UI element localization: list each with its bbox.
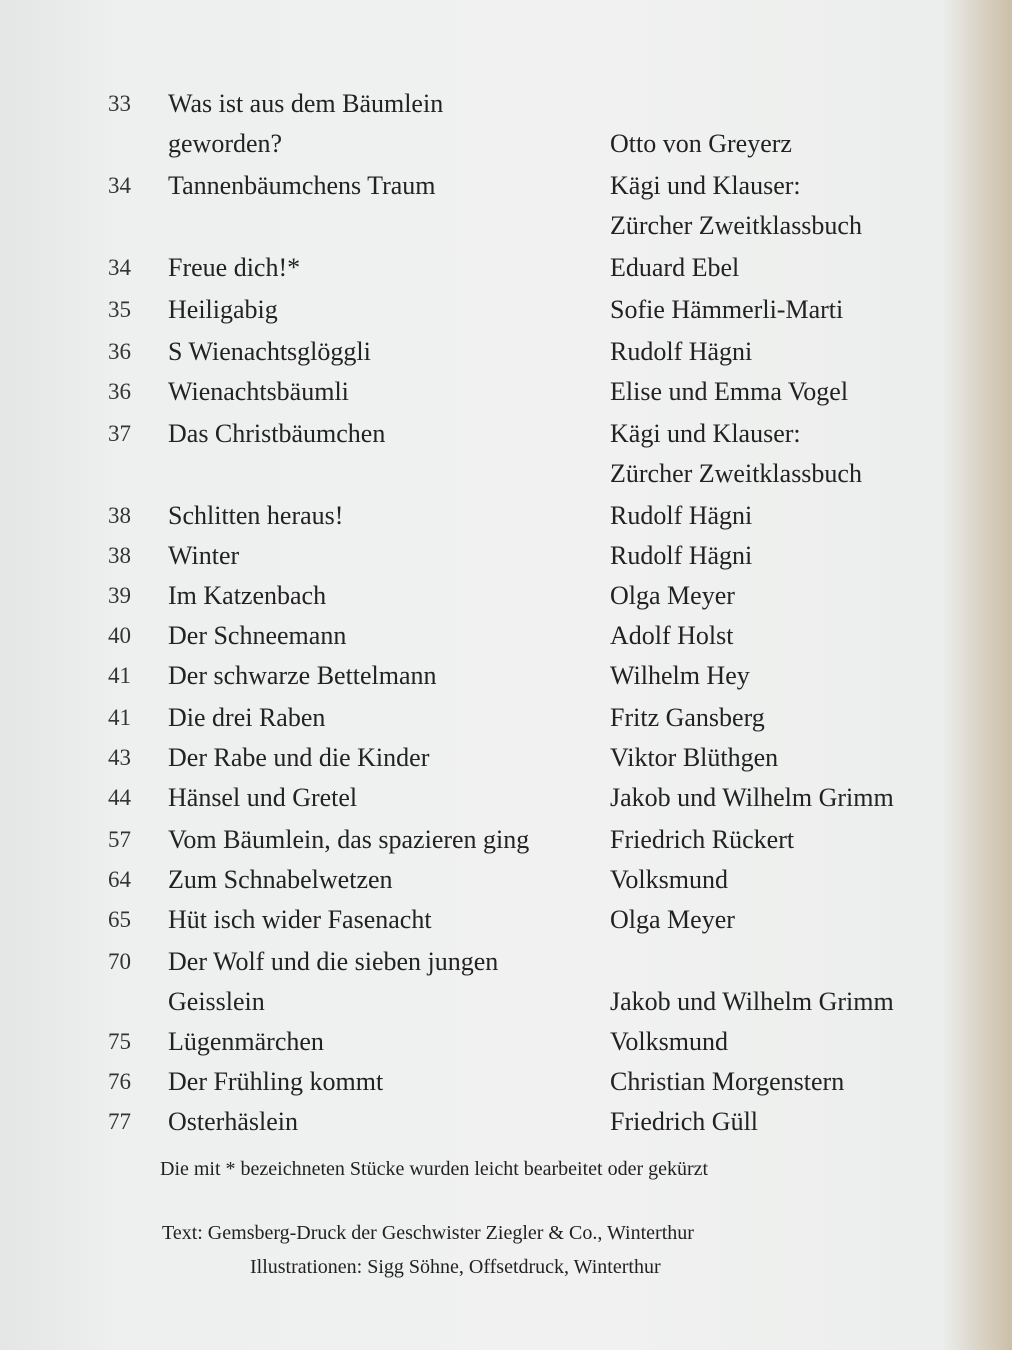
toc-entry [0,294,1012,336]
toc-author: Wilhelm Hey [610,661,750,690]
toc-page-number: 65 [108,907,131,932]
toc-title: Osterhäslein [168,1107,298,1136]
toc-title: Tannenbäumchens Traum [168,171,436,200]
toc-title: Heiligabig [168,295,278,324]
toc-page-number: 43 [108,745,131,770]
toc-page-number: 34 [108,173,131,198]
toc-page-number: 77 [108,1109,131,1134]
toc-entry [0,702,1012,744]
toc-entry [0,580,1012,622]
toc-entry [0,170,1012,240]
toc-author: Kägi und Klauser: [610,419,801,448]
toc-page-number: 33 [108,91,131,116]
toc-entry [0,1066,1012,1108]
toc-title: Winter [168,541,240,570]
toc-author: Kägi und Klauser: [610,171,801,200]
toc-title: Vom Bäumlein, das spazieren ging [168,825,530,854]
toc-page-number: 38 [108,503,131,528]
toc-author: Rudolf Hägni [610,541,753,570]
toc-title: Schlitten heraus! [168,501,344,530]
toc-title: Hüt isch wider Fasenacht [168,905,432,934]
toc-author: Rudolf Hägni [610,337,753,366]
toc-title: Hänsel und Gretel [168,783,358,812]
toc-entry [0,336,1012,378]
toc-page-number: 70 [108,949,131,974]
toc-title: Zum Schnabelwetzen [168,865,393,894]
toc-title: Der Frühling kommt [168,1067,384,1096]
toc-title: Das Christbäumchen [168,419,386,448]
toc-entry [0,376,1012,418]
toc-page-number: 44 [108,785,131,810]
toc-author: Fritz Gansberg [610,703,765,732]
toc-title: Die drei Raben [168,703,326,732]
toc-author: Viktor Blüthgen [610,743,779,772]
toc-page-number: 57 [108,827,131,852]
illustration-printer-credit: Illustrationen: Sigg Söhne, Offsetdruck, Winterthur [250,1256,661,1278]
toc-author-continuation: Otto von Greyerz [610,129,792,158]
toc-author: Jakob und Wilhelm Grimm [610,783,894,812]
toc-title: Was ist aus dem Bäumlein [168,89,444,118]
toc-author-continuation: Zürcher Zweitklassbuch [610,211,862,240]
toc-page-number: 36 [108,379,131,404]
toc-entry [0,252,1012,294]
toc-author: Adolf Holst [610,621,734,650]
toc-author: Olga Meyer [610,581,735,610]
toc-page-number: 41 [108,705,131,730]
toc-title-continuation: Geisslein [168,987,265,1016]
toc-entry [0,620,1012,662]
toc-page-number: 41 [108,663,131,688]
toc-title: Im Katzenbach [168,581,327,610]
toc-author-continuation: Jakob und Wilhelm Grimm [610,987,894,1016]
toc-page-number: 75 [108,1029,131,1054]
toc-entry [0,742,1012,784]
toc-entry [0,418,1012,488]
toc-title: Lügenmärchen [168,1027,324,1056]
toc-author: Elise und Emma Vogel [610,377,849,406]
toc-author: Olga Meyer [610,905,735,934]
toc-entry [0,824,1012,866]
toc-page-number: 64 [108,867,131,892]
toc-page-number: 76 [108,1069,131,1094]
footnote: Die mit * bezeichneten Stücke wurden leicht bearbeitet oder gekürzt [160,1158,709,1180]
toc-title: Freue dich!* [168,253,301,282]
toc-entry [0,946,1012,1016]
toc-author: Friedrich Güll [610,1107,759,1136]
toc-title: Wienachtsbäumli [168,377,349,406]
toc-author: Sofie Hämmerli-Marti [610,295,844,324]
toc-entry [0,540,1012,582]
toc-page-number: 39 [108,583,131,608]
toc-page-number: 37 [108,421,131,446]
toc-title: Der schwarze Bettelmann [168,661,437,690]
toc-author: Volksmund [610,865,728,894]
toc-page-number: 35 [108,297,131,322]
toc-title: Der Wolf und die sieben jungen [168,947,499,976]
toc-page-number: 34 [108,255,131,280]
toc-author: Friedrich Rückert [610,825,795,854]
toc-entry [0,864,1012,906]
toc-entry [0,1106,1012,1148]
toc-title-continuation: geworden? [168,129,283,158]
toc-author: Eduard Ebel [610,253,740,282]
toc-entry [0,904,1012,946]
text-printer-credit: Text: Gemsberg-Druck der Geschwister Ziegler & Co., Winterthur [162,1222,694,1244]
toc-entry [0,660,1012,702]
toc-entry [0,782,1012,824]
toc-page-number: 36 [108,339,131,364]
toc-title: S Wienachtsglöggli [168,337,371,366]
toc-entry [0,88,1012,158]
toc-author: Christian Morgenstern [610,1067,845,1096]
toc-page-number: 40 [108,623,131,648]
toc-title: Der Schneemann [168,621,347,650]
toc-author-continuation: Zürcher Zweitklassbuch [610,459,862,488]
toc-author: Volksmund [610,1027,728,1056]
toc-entry [0,500,1012,542]
toc-page-number: 38 [108,543,131,568]
toc-entry [0,1026,1012,1068]
toc-title: Der Rabe und die Kinder [168,743,430,772]
toc-author: Rudolf Hägni [610,501,753,530]
